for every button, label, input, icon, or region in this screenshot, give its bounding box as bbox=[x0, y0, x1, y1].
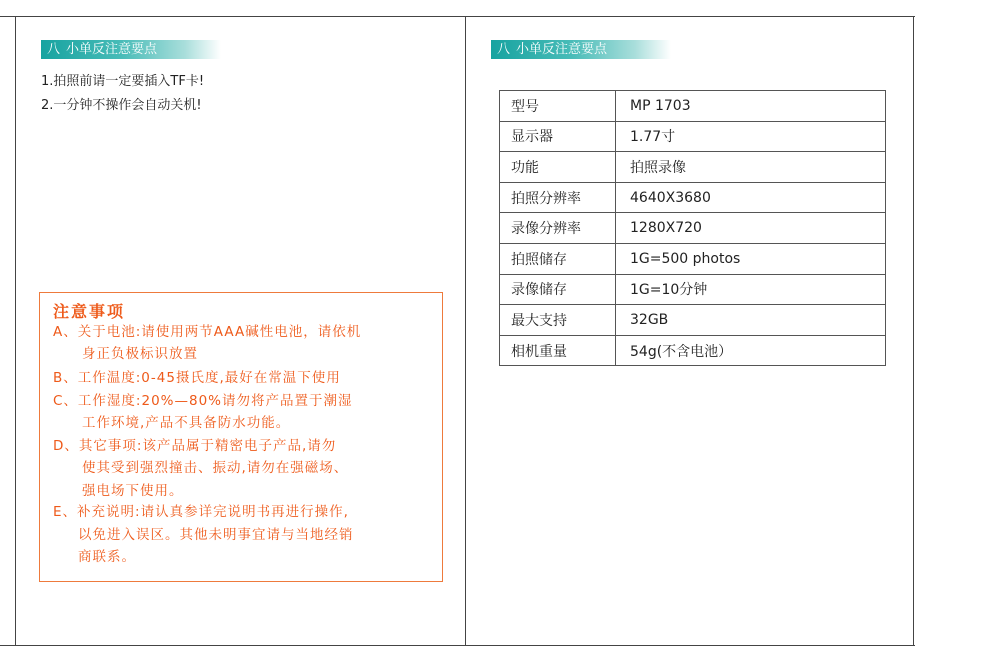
table-row bbox=[500, 274, 886, 305]
caution-line: 使其受到强烈撞击、振动,请勿在强磁场、 bbox=[82, 460, 349, 476]
spec-key: 型号 bbox=[500, 91, 616, 122]
right-section-title bbox=[491, 40, 671, 59]
center-divider bbox=[465, 16, 466, 646]
left-section-title bbox=[41, 40, 221, 59]
spec-value: 4640X3680 bbox=[616, 182, 886, 213]
caution-line: B、工作温度:0-45摄氏度,最好在常温下使用 bbox=[53, 370, 341, 386]
spec-key: 相机重量 bbox=[500, 335, 616, 366]
section-number: 八 bbox=[47, 42, 61, 57]
caution-line: C、工作湿度:20%—80%请勿将产品置于潮湿 bbox=[53, 393, 353, 409]
spec-table bbox=[499, 90, 886, 366]
section-label: 小单反注意要点 bbox=[66, 42, 158, 57]
caution-line: A、关于电池:请使用两节AAA碱性电池，请依机 bbox=[53, 324, 362, 340]
table-row bbox=[500, 121, 886, 152]
caution-box bbox=[39, 292, 443, 582]
caution-line: 商联系。 bbox=[78, 549, 136, 565]
caution-line: 工作环境,产品不具备防水功能。 bbox=[82, 415, 291, 431]
spec-key: 拍照分辨率 bbox=[500, 182, 616, 213]
top-rule bbox=[0, 16, 915, 17]
spec-value: 拍照录像 bbox=[616, 152, 886, 183]
caution-line: D、其它事项:该产品属于精密电子产品,请勿 bbox=[53, 438, 337, 454]
spec-value: 32GB bbox=[616, 305, 886, 336]
note-item: 1.拍照前请一定要插入TF卡! bbox=[41, 74, 205, 89]
spec-key: 显示器 bbox=[500, 121, 616, 152]
spec-key: 拍照储存 bbox=[500, 243, 616, 274]
note-item: 2.一分钟不操作会自动关机! bbox=[41, 98, 202, 113]
table-row bbox=[500, 213, 886, 244]
section-label: 小单反注意要点 bbox=[516, 42, 608, 57]
bottom-rule bbox=[0, 645, 915, 646]
spec-value: 1G=500 photos bbox=[616, 243, 886, 274]
spec-key: 最大支持 bbox=[500, 305, 616, 336]
caution-line: E、补充说明:请认真参详完说明书再进行操作, bbox=[53, 504, 349, 520]
spec-value: 1.77寸 bbox=[616, 121, 886, 152]
caution-line: 以免进入误区。其他未明事宜请与当地经销 bbox=[78, 527, 354, 543]
left-margin-rule bbox=[15, 16, 16, 646]
table-row bbox=[500, 182, 886, 213]
table-row bbox=[500, 335, 886, 366]
table-row bbox=[500, 305, 886, 336]
caution-line: 身正负极标识放置 bbox=[82, 346, 198, 362]
spec-value: 1280X720 bbox=[616, 213, 886, 244]
spec-key: 录像分辨率 bbox=[500, 213, 616, 244]
caution-line: 强电场下使用。 bbox=[82, 483, 184, 499]
spec-key: 功能 bbox=[500, 152, 616, 183]
table-row bbox=[500, 91, 886, 122]
spec-value: 1G=10分钟 bbox=[616, 274, 886, 305]
section-number: 八 bbox=[497, 42, 511, 57]
table-row bbox=[500, 243, 886, 274]
caution-title: 注意事项 bbox=[53, 302, 126, 321]
spec-value: 54g(不含电池） bbox=[616, 335, 886, 366]
spec-value: MP 1703 bbox=[616, 91, 886, 122]
spec-key: 录像储存 bbox=[500, 274, 616, 305]
table-row bbox=[500, 152, 886, 183]
right-margin-rule bbox=[913, 16, 914, 646]
